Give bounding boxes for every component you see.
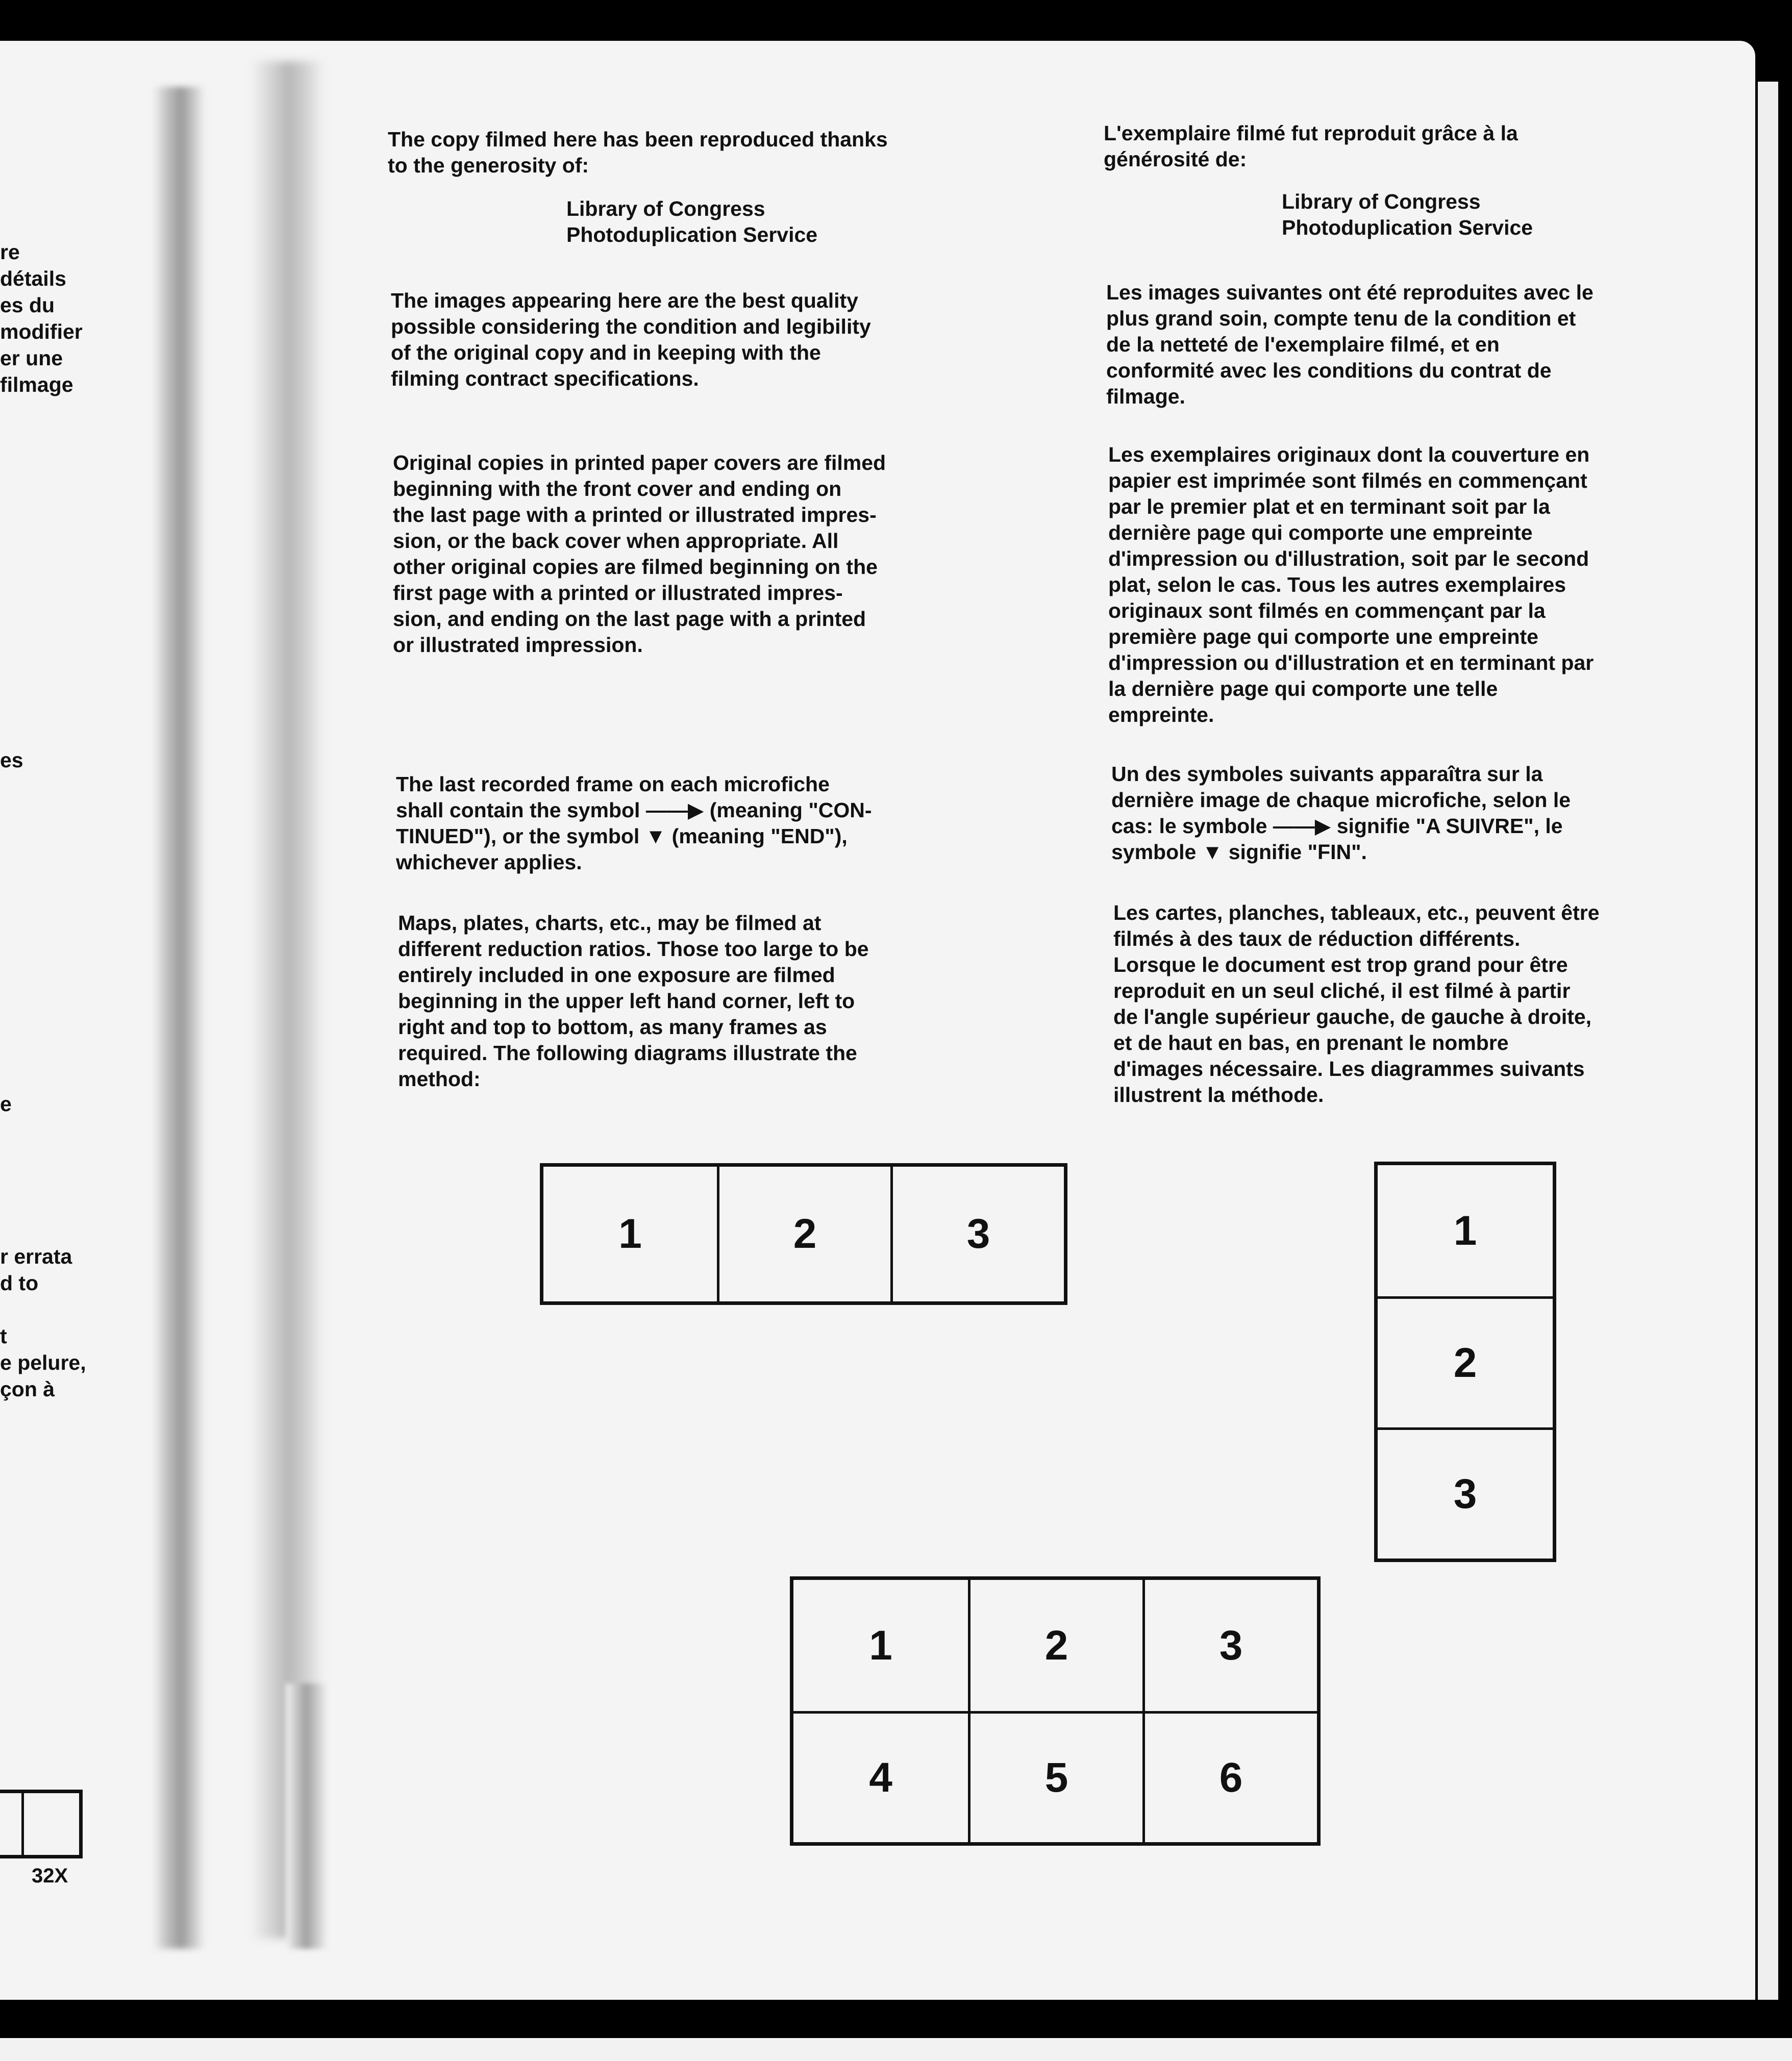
- french-maps: Les cartes, planches, tableaux, etc., peuvent être filmés à des taux de réduction différents. Lorsque le document est trop grand pour être reproduit en un seul cliché, il est filmé à partir de l'angle supérieur gauche, de gauche à droite, et de haut en bas, en prenant le nombre d'images nécessaire. Les diagrammes suivants illustrent la méthode.: [1113, 901, 1600, 1107]
- diagram-cell: 3: [890, 1167, 1064, 1301]
- diagram-cell: 1: [1453, 1207, 1477, 1254]
- diagram-cell: 5: [968, 1711, 1142, 1842]
- english-thanks: The copy filmed here has been reproduced thanks to the generosity of:: [388, 128, 888, 177]
- diagram-cell: 3: [1142, 1580, 1317, 1711]
- english-covers: Original copies in printed paper covers are filmed beginning with the front cover and ending on the last page with a printed or illustrated impres- sion, or the back cover when appropriate. All other original copies are filmed beginning on the first page with a printed or illustrated impres- sion, and ending on the last page with a printed or illustrated impression.: [393, 451, 886, 657]
- scale-label: 32X: [32, 1865, 68, 1887]
- english-library: Library of Congress Photoduplication Service: [566, 197, 818, 246]
- french-thanks: L'exemplaire filmé fut reproduit grâce à la générosité de:: [1104, 121, 1518, 171]
- left-fragment: e pelure,: [0, 1351, 86, 1374]
- left-fragment: filmage: [0, 373, 73, 396]
- binding-shadow-lower: [286, 1683, 327, 1949]
- left-fragment: re: [0, 240, 20, 264]
- diagram-cell: 2: [968, 1580, 1142, 1711]
- french-library: Library of Congress Photoduplication Service: [1282, 190, 1533, 239]
- left-fragment: r errata: [0, 1245, 72, 1268]
- diagram-horizontal: [540, 1163, 1067, 1305]
- scale-box-divider: [21, 1793, 24, 1855]
- paper-edge: [1758, 82, 1778, 2000]
- diagram-cell: 2: [1378, 1296, 1553, 1427]
- diagram-vertical: [1374, 1162, 1556, 1562]
- diagram-cell: 1: [618, 1211, 642, 1257]
- left-fragment: es du: [0, 293, 55, 317]
- diagram-cell: 6: [1142, 1711, 1317, 1842]
- english-maps: Maps, plates, charts, etc., may be filmed at different reduction ratios. Those too large to be entirely included in one exposure are filmed beginning in the upper left hand corner, left to right and top to bottom, as many frames as required. The following diagrams illustrate the method:: [398, 911, 869, 1091]
- left-fragment: détails: [0, 267, 66, 290]
- binding-shadow-right: [253, 61, 324, 1939]
- diagram-cell: 2: [717, 1167, 890, 1301]
- binding-shadow-left: [153, 87, 204, 1949]
- french-covers: Les exemplaires originaux dont la couverture en papier est imprimée sont filmés en commençant par le premier plat et en terminant soit par la dernière page qui comporte une empreinte d'impression ou d'illustration, soit par le second plat, selon le cas. Tous les autres exemplaires originaux sont filmés en commençant par la première page qui comporte une empreinte d'impression ou d'illustration et en terminant par la dernière page qui comporte une telle empreinte.: [1108, 443, 1594, 726]
- left-fragment: e: [0, 1092, 12, 1116]
- diagram-cell: 3: [1378, 1427, 1553, 1559]
- left-fragment: d to: [0, 1271, 39, 1295]
- french-symbol: Un des symboles suivants apparaîtra sur la dernière image de chaque microfiche, selon le cas: le symbole ——▶ signifie "A SUIVRE", le symbole ▼ signifie "FIN".: [1111, 762, 1571, 864]
- left-fragment: t: [0, 1324, 7, 1348]
- french-quality: Les images suivantes ont été reproduites avec le plus grand soin, compte tenu de la condition et de la netteté de l'exemplaire filmé, et en conformité avec les conditions du contrat de filmage.: [1106, 281, 1594, 408]
- english-quality: The images appearing here are the best quality possible considering the condition and legibility of the original copy and in keeping with the filming contract specifications.: [391, 289, 871, 390]
- bottom-band: [0, 2038, 1792, 2061]
- left-fragment: modifier: [0, 320, 83, 343]
- english-symbol: The last recorded frame on each microfiche shall contain the symbol ——▶ (meaning "CON- TINUED"), or the symbol ▼ (meaning "END"), whichever applies.: [396, 772, 872, 874]
- left-fragment: er une: [0, 346, 63, 370]
- left-fragment: çon à: [0, 1377, 55, 1401]
- left-fragment: es: [0, 748, 23, 772]
- diagram-grid: [790, 1576, 1321, 1846]
- diagram-cell: 1: [869, 1622, 892, 1669]
- reduction-scale-box: [0, 1790, 83, 1858]
- diagram-cell: 4: [793, 1711, 968, 1842]
